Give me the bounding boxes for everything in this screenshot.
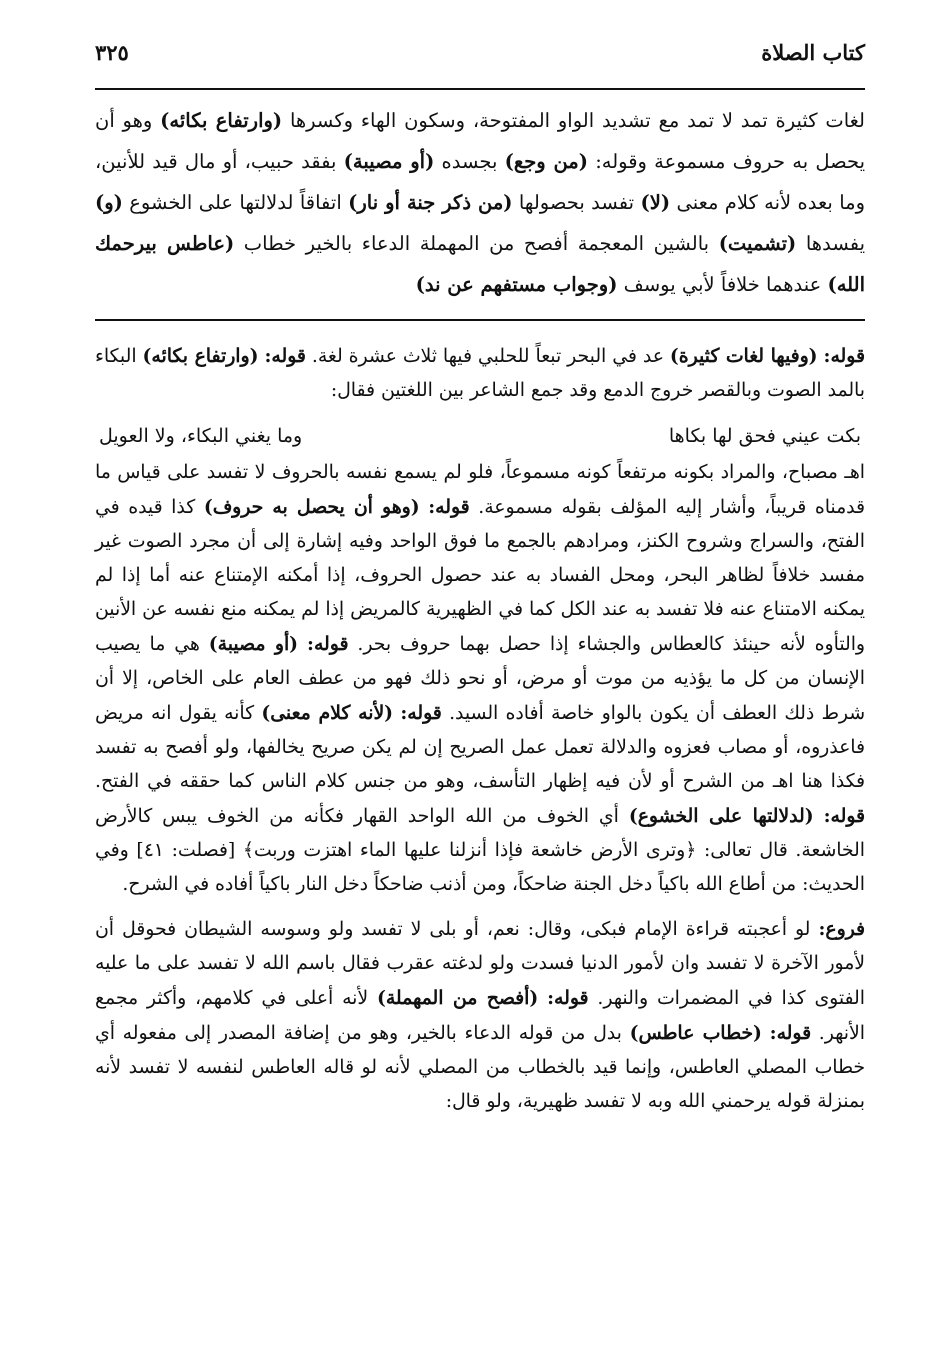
commentary-paragraph-1: قوله: (وفيها لغات كثيرة) عد في البحر تبعاً للحلبي فيها ثلاث عشرة لغة. قوله: (وارتفاع بكائه) البكاء بالمد الصوت وبالقصر خروج الدمع وقد جمع الشاعر بين اللغتين فقال: <box>95 345 865 401</box>
commentary-divider <box>95 319 865 321</box>
poetry-verse <box>95 418 865 454</box>
verse-first-hemistich: بكت عيني فحق لها بكاها <box>668 425 861 447</box>
commentary <box>95 339 865 1119</box>
commentary-paragraph-2: اهـ مصباح، والمراد بكونه مرتفعاً كونه مسموعاً، فلو لم يسمع نفسه بالحروف لا تفسد على قياس ما قدمناه قريباً، وأشار إليه المؤلف بقوله مسموعة. قوله: (وهو أن يحصل به حروف) كذا قيده في الفتح، والسراج وشروح الكنز، ومرادهم بالجمع ما فوق الواحد وفيه إشارة إلى أن مجرد الصوت غير مفسد خلافاً لظاهر البحر، ومحل الفساد به عند حصول الحروف، إذا أمكنه الإمتناع عنه أما إذا لم يمكنه الامتناع عنه فلا تفسد به عند الكل كما في الظهيرية كالمريض إذا لم يمكنه منع نفسه عن الأنين والتأوه لأنه حينئذ كالعطاس والجشاء إذا حصل بهما حروف بحر. قوله: (أو مصيبة) هي ما يصيب الإنسان من كل ما يؤذيه من موت أو مرض، أو نحو ذلك فهو من عطف العام على الخاص، إلا أن شرط ذلك العطف أن يكون بالواو خاصة أفاده السيد. قوله: (لأنه كلام معنى) كأنه يقول انه مريض فاعذروه، أو مصاب فعزوه والدلالة تعمل عمل الصريح إن لم يكن صريح يخالفها، ولو أفصح به تفسد فكذا هنا اهـ من الشرح أو لأن فيه إظهار التأسف، وهو من جنس كلام الناس كما حققه في الفتح. قوله: (لدلالتها على الخشوع) أي الخوف من الله الواحد القهار فكأنه من الخوف يبس كالأرض الخاشعة. قال تعالى: ﴿وترى الأرض خاشعة فإذا أنزلنا عليها الماء اهتزت وربت﴾ [فصلت: ٤١] وفي الحديث: من أطاع الله باكياً دخل الجنة ضاحكاً، ومن أذنب ضاحكاً دخل النار باكياً أفاده في الشرح. <box>95 462 865 895</box>
verse-second-hemistich: وما يغني البكاء، ولا العويل <box>99 425 303 447</box>
main-text <box>95 100 865 305</box>
document-page <box>95 40 865 1119</box>
page-number: ٣٢٥ <box>95 40 129 65</box>
page-header <box>95 40 865 80</box>
main-text-paragraph: لغات كثيرة تمد لا تمد مع تشديد الواو المفتوحة، وسكون الهاء وكسرها (وارتفاع بكائه) وهو أن يحصل به حروف مسموعة وقوله: (من وجع) بجسده (أو مصيبة) بفقد حبيب، أو مال قيد للأنين، وما بعده لأنه كلام معنى (لا) تفسد بحصولها (من ذكر جنة أو نار) اتفاقاً لدلالتها على الخشوع (و) يفسدها (تشميت) بالشين المعجمة أفصح من المهملة الدعاء بالخير خطاب (عاطس بيرحمك الله) عندهما خلافاً لأبي يوسف (وجواب مستفهم عن ند) <box>95 109 866 296</box>
header-rule <box>95 88 865 90</box>
book-title: كتاب الصلاة <box>761 40 865 65</box>
commentary-paragraph-3: فروع: لو أعجبته قراءة الإمام فبكى، وقال: نعم، أو بلى لا تفسد ولو وسوسه الشيطان فحوقل أن لأمور الآخرة لا تفسد وان لأمور الدنيا فسدت ولو لدغته عقرب فقال باسم الله لا تفسد على ما عليه الفتوى كذا في المضمرات والنهر. قوله: (أفصح من المهملة) لأنه أعلى في كلامهم، وأكثر مجمع الأنهر. قوله: (خطاب عاطس) بدل من قوله الدعاء بالخير، وهو من إضافة المصدر إلى مفعوله أي خطاب المصلي العاطس، وإنما قيد بالخطاب من المصلي لأنه لو قاله العاطس لنفسه لا تفسد لأنه بمنزلة قوله يرحمني الله وبه لا تفسد ظهيرية، ولو قال: <box>95 918 865 1112</box>
